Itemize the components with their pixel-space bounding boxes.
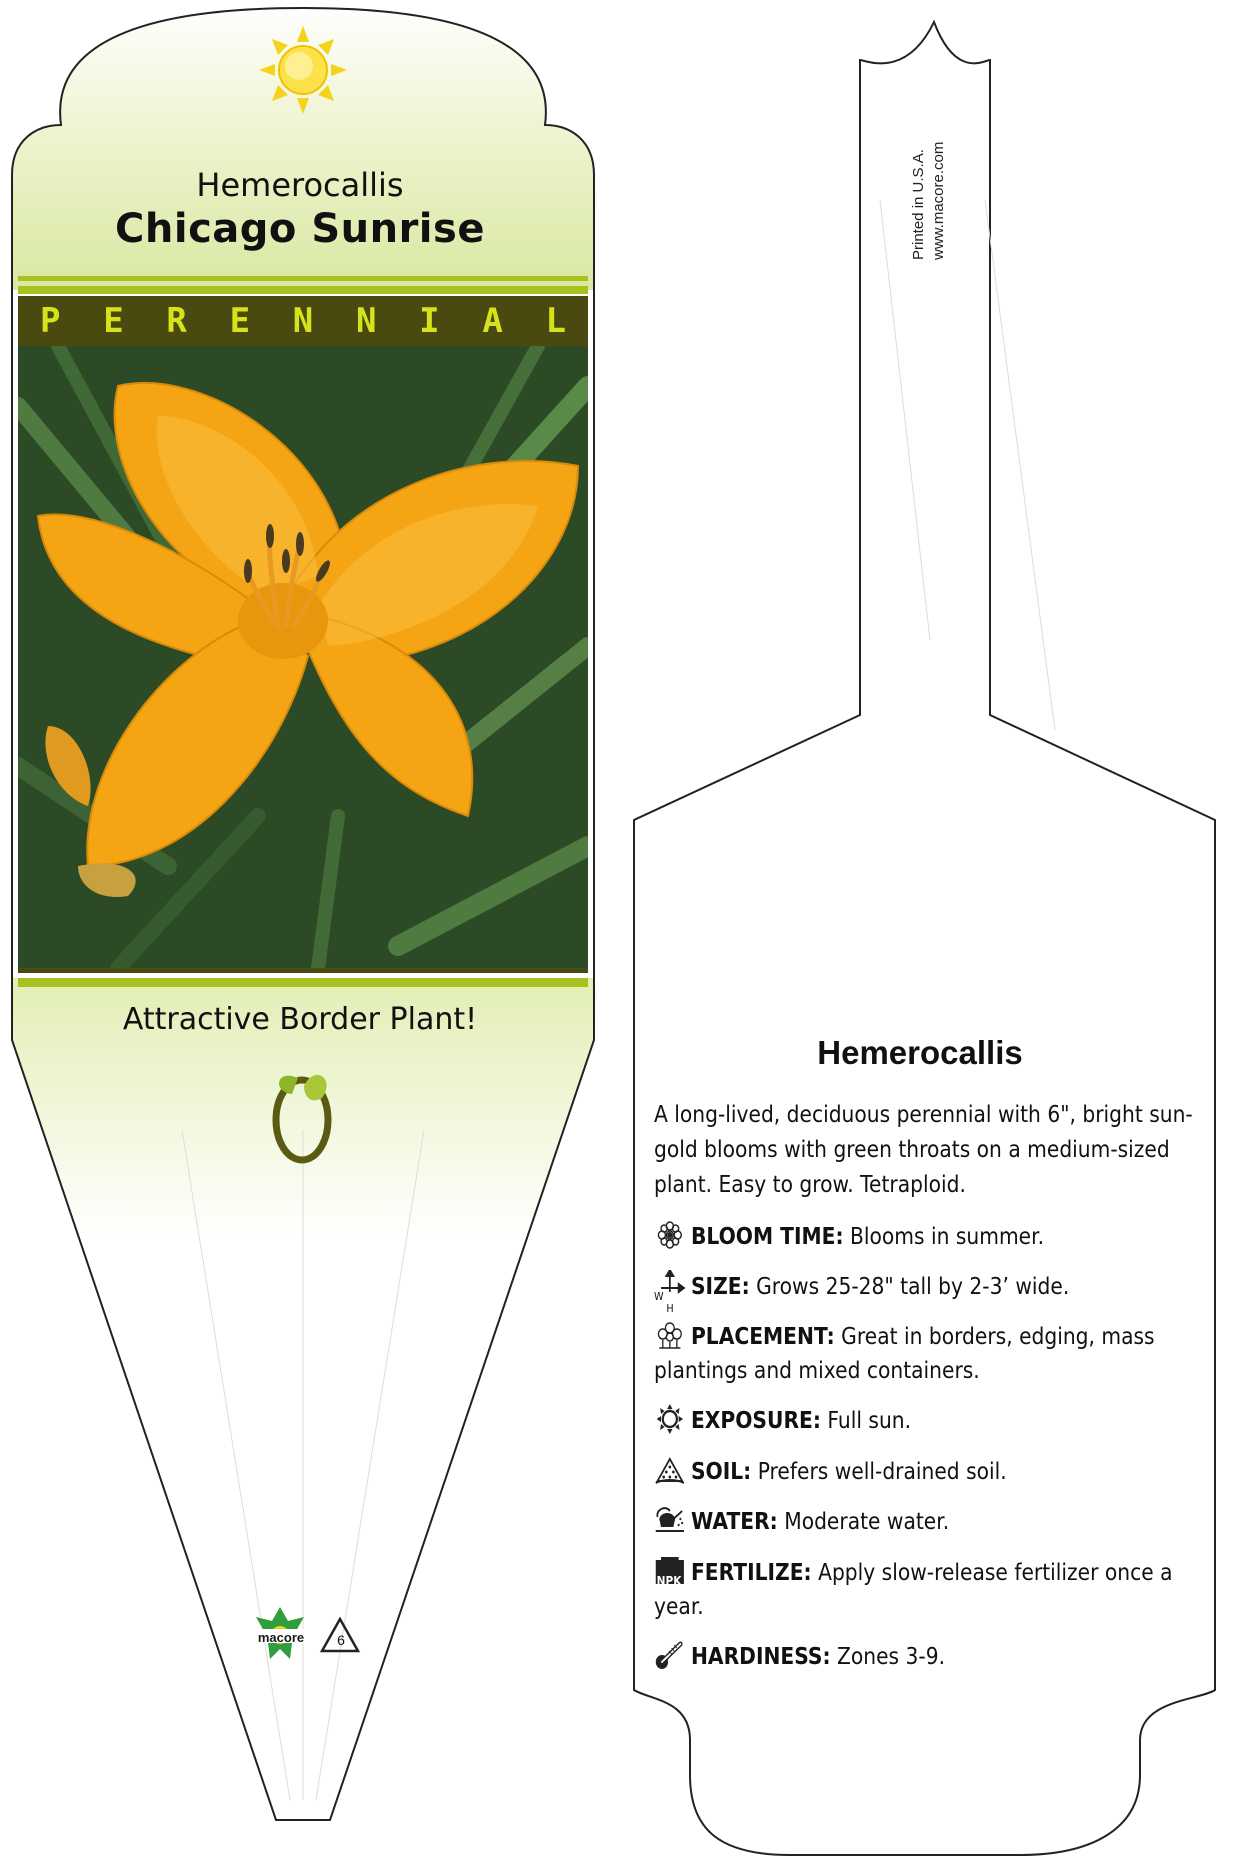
attr-bloom-time [654,1220,1182,1254]
back-title: Hemerocallis [817,1034,1023,1071]
attr-label: WATER: [690,1509,778,1535]
attr-text: Blooms in summer. [850,1224,1045,1250]
attr-label: PLACEMENT: [690,1324,835,1350]
npk-icon-text: NPK [656,1574,682,1588]
size-icon [654,1270,686,1315]
band-letter: I [419,301,440,341]
size-icon-h: H [666,1302,674,1315]
flower-icon [654,1220,686,1250]
attr-label: FERTILIZE: [690,1560,812,1586]
watering-can-icon [654,1505,686,1535]
printed-info [910,110,950,260]
attr-text: Apply slow-release fertilizer once a year. [654,1560,1173,1620]
attr-text: Great in borders, edging, mass plantings and mixed containers. [654,1324,1155,1384]
sun-outline-icon [654,1404,686,1434]
attr-placement [654,1320,1182,1388]
sun-icon [259,26,347,114]
attr-text: Zones 3-9. [837,1644,946,1670]
soil-icon [654,1455,686,1485]
size-icon-w: W [654,1290,664,1303]
band-letter: E [103,301,124,341]
band-letter: N [292,301,314,341]
band-letter: L [545,301,566,341]
attr-text: Moderate water. [784,1509,950,1535]
band-letter: R [166,301,187,341]
top-rule-thick [18,286,588,294]
printed-line-1: Printed in U.S.A. [910,149,927,260]
tagline: Attractive Border Plant! [122,1002,478,1037]
attr-label: SIZE: [690,1274,750,1300]
perennial-band [18,296,588,346]
attr-label: EXPOSURE: [690,1408,821,1434]
bottom-rule [18,978,588,987]
npk-icon [654,1556,686,1586]
band-letter: P [40,301,61,341]
attr-text: Prefers well-drained soil. [757,1459,1007,1485]
attr-exposure [654,1404,1182,1438]
front-genus: Hemerocallis [196,166,404,204]
attr-water [654,1505,1182,1539]
attr-label: BLOOM TIME: [690,1224,844,1250]
attr-fertilize [654,1556,1182,1624]
recycle-code: 6 [337,1632,345,1648]
macore-brand: macore [257,1630,305,1645]
band-letter: A [482,301,503,341]
attr-text: Full sun. [827,1408,912,1434]
front-cultivar: Chicago Sunrise [115,206,485,252]
placement-icon [654,1320,686,1350]
attr-hardiness [654,1640,1182,1674]
daylily-photo [18,346,588,968]
photo-bottom-rule [18,968,588,973]
printed-line-2: www.macore.com [930,141,947,260]
attr-soil [654,1455,1182,1489]
attr-text: Grows 25-28" tall by 2-3’ wide. [756,1274,1070,1300]
description: A long-lived, deciduous perennial with 6", bright sun-gold blooms with green throats on a medium-sized plant. Easy to grow. Tetraploid. [654,1102,1193,1198]
attr-label: HARDINESS: [690,1644,831,1670]
band-letter: N [355,301,377,341]
attr-label: SOIL: [690,1459,752,1485]
thermometer-icon [654,1640,686,1670]
attr-size [654,1270,1182,1315]
top-rule [18,276,588,281]
band-letter: E [229,301,251,341]
